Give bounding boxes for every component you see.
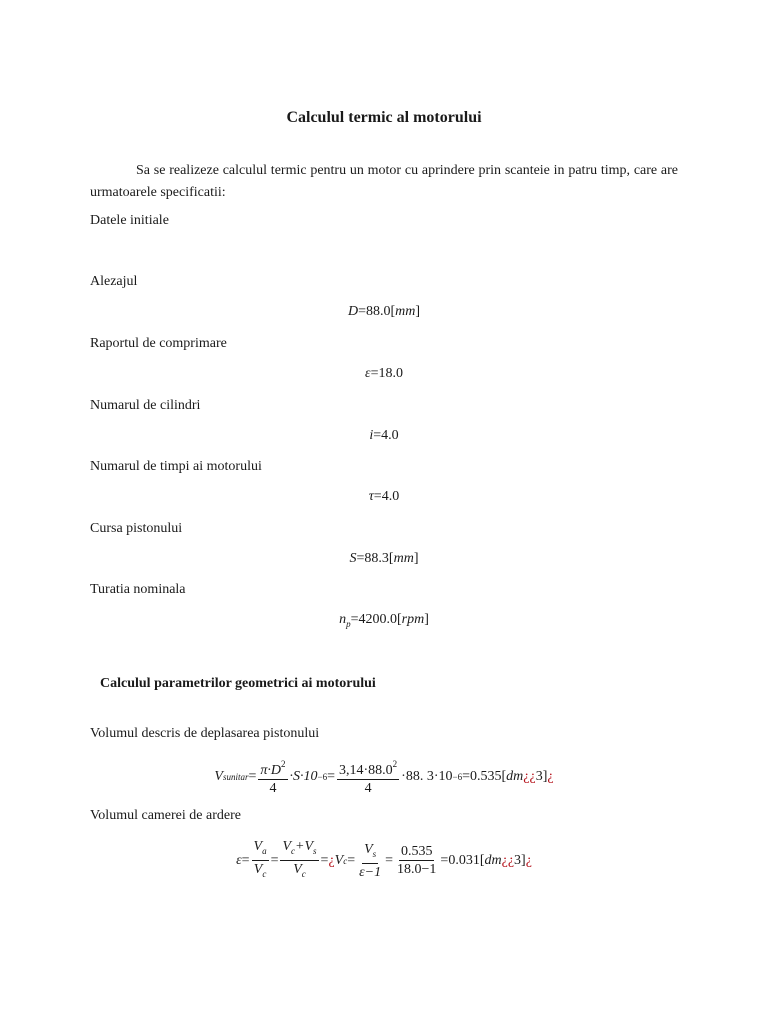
eq2-f2-den: V	[293, 862, 302, 877]
eq1-tail: ·88. 3·10	[401, 768, 453, 784]
page-title: Calculul termic al motorului	[286, 109, 482, 126]
stroke-equation: S=88.3[mm]	[349, 551, 419, 566]
chamber-equation: ε = $\frac{V_a}{V_c}$ = $\frac{V_c+V_s}{V_c}$ = ¿ V c = $\frac{V_s}{\varepsilon-1}$ = $\frac{0.535}{18.0-1}$ =0.031[ dm ¿¿ 3] ¿	[0, 838, 768, 883]
eq2-unit: dm	[484, 852, 502, 868]
eq2-unit-end: 3]	[514, 852, 526, 868]
eq1-num1-sup: 2	[281, 759, 286, 769]
eq1-fraction-1	[258, 756, 287, 797]
strokes-value: 4.0	[381, 489, 400, 504]
compression-symbol: ε	[365, 366, 371, 381]
section-heading: Calculul parametrilor geometrici ai motorului	[100, 676, 376, 691]
speed-symbol: n	[339, 612, 347, 627]
bore-value: 88.0	[365, 304, 391, 319]
eq1-fraction-2	[337, 756, 399, 797]
eq2-f3-num-sub: s	[372, 848, 377, 859]
stroke-label: Cursa pistonului	[90, 521, 183, 536]
strokes-equation: τ=4.0	[368, 489, 400, 504]
eq1-tail-sup: −6	[452, 771, 463, 782]
eq2-f2-num-plus: +V	[295, 839, 314, 854]
eq2-f1-num: V	[253, 839, 263, 854]
cylinders-equation: i=4.0	[369, 428, 399, 443]
eq1-result: =0.535[	[462, 768, 507, 784]
stroke-value: 88.3	[364, 551, 389, 566]
speed-label: Turatia nominala	[90, 582, 186, 597]
eq2-result: =0.031[	[440, 852, 485, 868]
eq2-f2-num-sub2: s	[313, 846, 317, 856]
eq1-num1: π·D	[260, 763, 282, 778]
eq1-den2: 4	[364, 781, 372, 796]
bore-label: Alezajul	[90, 274, 138, 289]
eq1-num2-sup: 2	[392, 759, 398, 769]
strokes-label: Numarul de timpi ai motorului	[90, 459, 262, 474]
eq2-f1-num-sub: a	[262, 846, 267, 856]
displacement-equation: V sunitar = $\frac{\pi\cdot D^2}{4}$ ·S·10 −6 = $\frac{3,14\cdot 88.0^2}{4}$ ·88. 3·10 −6 =0.535[ dm ¿¿ 3] ¿	[0, 756, 768, 797]
bore-equation: D=88.0[mm]	[347, 304, 421, 319]
eq2-f2-den-sub: c	[301, 869, 306, 879]
eq2-f4-num: 0.535	[400, 844, 433, 859]
chamber-label: Volumul camerei de ardere	[90, 808, 241, 823]
eq2-f1-den-sub: c	[262, 869, 267, 879]
eq2-fraction-1	[252, 838, 269, 883]
speed-subscript: p	[346, 619, 351, 629]
eq2-f1-den: V	[253, 862, 263, 877]
bore-symbol: D	[347, 304, 359, 319]
eq2-f3-num: V	[364, 841, 373, 857]
cylinders-value: 4.0	[381, 428, 399, 443]
initial-data-label: Datele initiale	[90, 213, 169, 228]
stroke-unit: mm	[393, 551, 414, 566]
eq2-fraction-2	[280, 838, 318, 883]
cylinders-symbol: i	[369, 428, 374, 443]
eq1-lhs: V	[214, 768, 223, 784]
eq1-mid-sup: −6	[317, 771, 328, 782]
compression-value: 18.0	[378, 366, 403, 381]
eq1-glitch: ¿¿	[523, 768, 536, 784]
eq2-glitch-end: ¿	[525, 852, 532, 868]
eq2-fraction-4	[395, 843, 438, 878]
compression-label: Raportul de comprimare	[90, 336, 227, 351]
eq1-den1: 4	[269, 781, 277, 796]
eq2-glitch-mid: ¿	[328, 852, 335, 868]
eq2-vc-sub: c	[343, 855, 348, 866]
eq1-num2: 3,14·88.0	[339, 763, 393, 778]
volume-label: Volumul descris de deplasarea pistonului	[90, 726, 320, 741]
compression-equation: ε=18.0	[365, 366, 403, 381]
eq2-f2-num-sub: c	[291, 846, 296, 856]
eq2-fraction-3	[357, 841, 383, 881]
eq2-f2-num: V	[282, 839, 292, 854]
eq1-unit-end: 3]	[535, 768, 548, 784]
speed-value: 4200.0	[358, 612, 397, 627]
eq2-f4-den: 18.0−1	[397, 862, 437, 877]
speed-unit: rpm	[401, 612, 425, 627]
speed-equation: $n_p=4200.0[rpm]$	[339, 612, 429, 629]
eq2-glitch: ¿¿	[501, 852, 515, 868]
strokes-symbol: τ	[368, 489, 374, 504]
stroke-symbol: S	[349, 551, 357, 566]
eq1-mid: ·S·10	[289, 768, 318, 784]
cylinders-label: Numarul de cilindri	[90, 398, 201, 413]
intro-paragraph: Sa se realizeze calculul termic pentru un motor cu aprindere prin scanteie in patru timp, care are urmatoarele specificatii:	[90, 163, 678, 200]
eq1-glitch-end: ¿	[547, 768, 554, 784]
eq1-lhs-sub: sunitar	[222, 771, 249, 782]
eq1-unit: dm	[506, 768, 524, 784]
bore-unit: mm	[395, 304, 416, 319]
eq2-vc: V	[334, 852, 344, 868]
eq2-f3-den: ε−1	[359, 864, 382, 880]
eq2-lhs: ε	[236, 852, 242, 868]
